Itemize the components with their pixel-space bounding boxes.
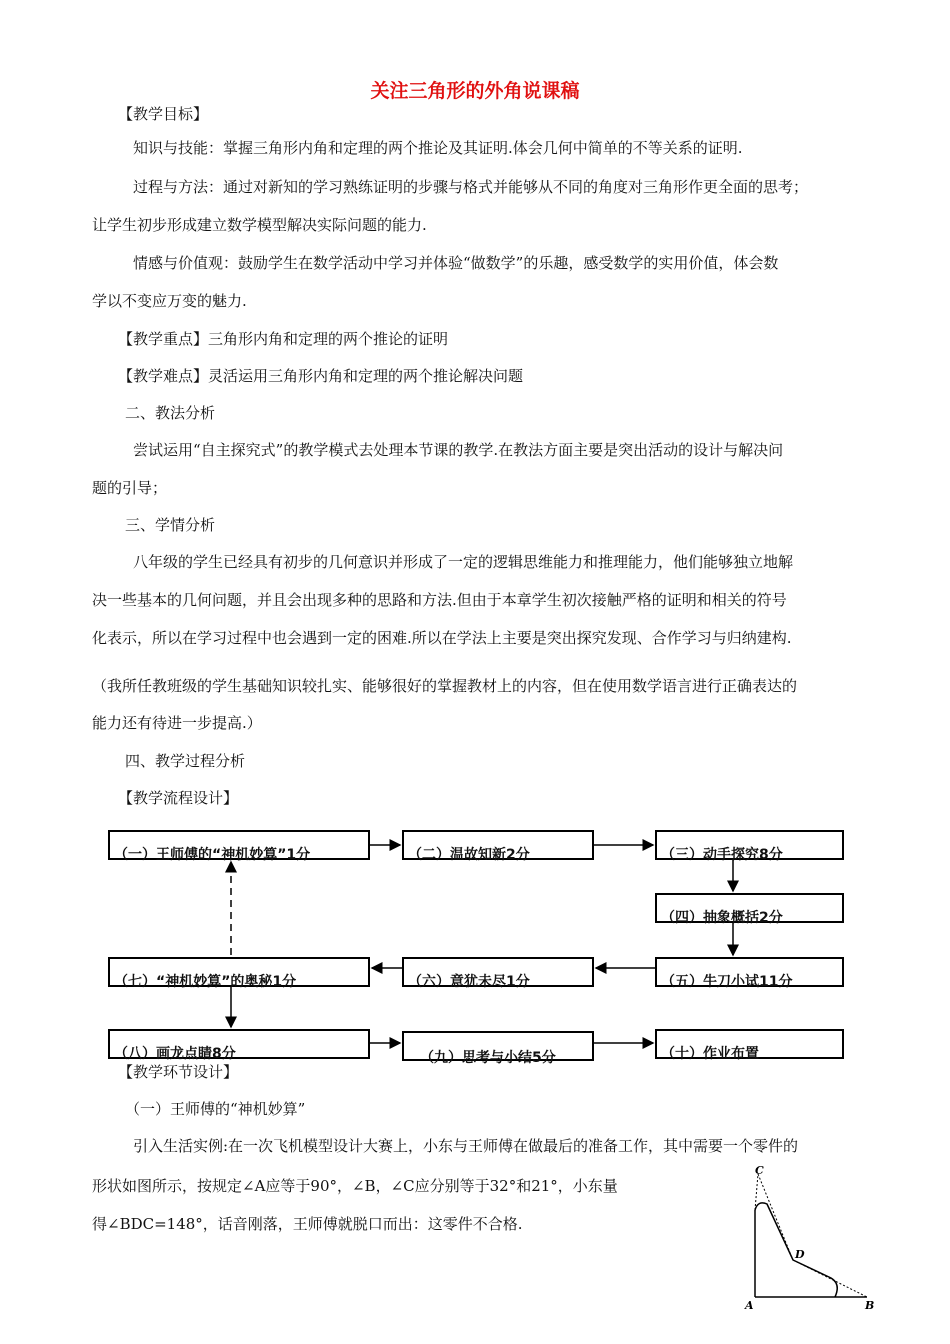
label-a: A: [745, 1299, 754, 1312]
flow-step-1-label: （一）王师傅的“神机妙算”1分: [114, 847, 311, 863]
flow-step-3-label: （三）动手探究8分: [661, 847, 783, 863]
flow-step-9-label: （九）思考与小结5分: [420, 1050, 556, 1066]
section-3-text-2: 决一些基本的几何问题，并且会出现多种的思路和方法.但由于本章学生初次接触严格的证明和相关的符号: [92, 591, 787, 609]
section-2-heading: 二、教法分析: [125, 404, 216, 422]
page-title: 关注三角形的外角说课稿: [370, 80, 580, 102]
section-2-text-2: 题的引导；: [92, 479, 168, 497]
flow-step-10-label: （十）作业布置: [661, 1046, 759, 1062]
section-2-text-1: 尝试运用“自主探究式”的教学模式去处理本节课的教学.在教法方面主要是突出活动的设计与解决问: [133, 441, 784, 459]
flow-heading: 【教学流程设计】: [118, 789, 239, 807]
section-3-heading: 三、学情分析: [125, 516, 216, 534]
part-1-text-1: 引入生活实例:在一次飞机模型设计大赛上，小东与王师傅在做最后的准备工作，其中需要一个零件的: [133, 1137, 799, 1155]
section-3-text-4: （我所任教班级的学生基础知识较扎实、能够很好的掌握教材上的内容，但在使用数学语言进行正确表达的: [92, 677, 798, 695]
part-1-text-2: 形状如图所示，按规定∠A应等于90°，∠B，∠C应分别等于32°和21°，小东量: [92, 1177, 618, 1195]
goals-heading: 【教学目标】: [118, 105, 209, 123]
emotion-text-2: 学以不变应万变的魅力.: [92, 292, 247, 310]
key-point: 【教学重点】三角形内角和定理的两个推论的证明: [118, 330, 449, 348]
part-1-heading: （一）王师傅的“神机妙算”: [125, 1100, 306, 1118]
label-b: B: [865, 1299, 875, 1312]
section-3-text-3: 化表示，所以在学习过程中也会遇到一定的困难.所以在学法上主要是突出探究发现、合作学习与归纳建构.: [92, 629, 792, 647]
process-text-1: 过程与方法：通过对新知的学习熟练证明的步骤与格式并能够从不同的角度对三角形作更全面的思考；: [133, 178, 809, 196]
process-text-2: 让学生初步形成建立数学模型解决实际问题的能力.: [92, 216, 427, 234]
part-1-text-3: 得∠BDC=148°，话音刚落，王师傅就脱口而出：这零件不合格.: [92, 1215, 523, 1233]
knowledge-text: 知识与技能：掌握三角形内角和定理的两个推论及其证明.体会几何中简单的不等关系的证明.: [133, 139, 743, 157]
flow-step-5-label: （五）牛刀小试11分: [661, 974, 793, 990]
dotted-db: [793, 1260, 867, 1297]
emotion-text-1: 情感与价值观：鼓励学生在数学活动中学习并体验“做数学”的乐趣，感受数学的实用价值，体会数: [133, 254, 779, 272]
flow-step-7-label: （七）“神机妙算”的奥秘1分: [114, 974, 297, 990]
flow-step-6-label: （六）意犹未尽1分: [408, 974, 530, 990]
flow-step-8-label: （八）画龙点睛8分: [114, 1046, 236, 1062]
section-3-text-1: 八年级的学生已经具有初步的几何意识并形成了一定的逻辑思维能力和推理能力，他们能够独立地解: [133, 553, 794, 571]
flow-step-4-label: （四）抽象概括2分: [661, 910, 783, 926]
difficulty: 【教学难点】灵活运用三角形内角和定理的两个推论解决问题: [118, 367, 524, 385]
section-4-heading: 四、教学过程分析: [125, 752, 246, 770]
label-c: C: [755, 1164, 764, 1177]
link-heading: 【教学环节设计】: [118, 1063, 239, 1081]
part-shape-figure: [735, 1162, 885, 1312]
label-d: D: [795, 1248, 805, 1261]
flow-step-2-label: （二）温故知新2分: [408, 847, 530, 863]
section-3-text-5: 能力还有待进一步提高.）: [92, 714, 262, 732]
